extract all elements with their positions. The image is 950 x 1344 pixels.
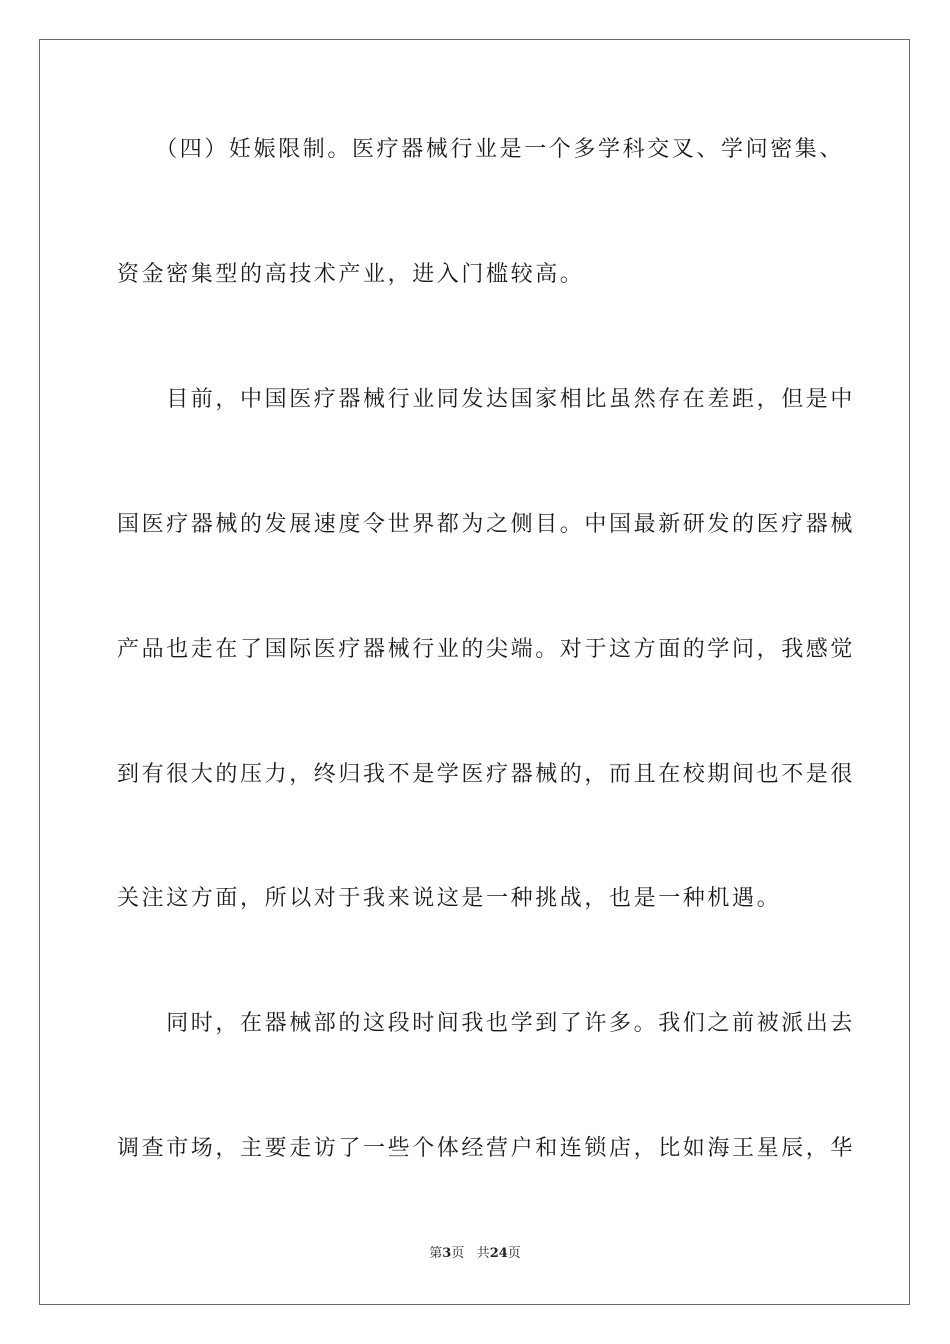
text-line-4: 国医疗器械的发展速度令世界都为之侧目。中国最新研发的医疗器械 — [117, 512, 856, 537]
footer-total-unit: 页 — [507, 1246, 521, 1261]
page-footer — [0, 1245, 950, 1263]
text-line-8: 同时，在器械部的这段时间我也学到了许多。我们之前被派出去 — [117, 1011, 856, 1036]
text-line-3: 目前，中国医疗器械行业同发达国家相比虽然存在差距，但是中 — [117, 387, 856, 412]
text-line-6: 到有很大的压力，终归我不是学医疗器械的，而且在校期间也不是很 — [117, 762, 856, 787]
text-line-1: （四）妊娠限制。医疗器械行业是一个多学科交叉、学问密集、 — [117, 137, 845, 162]
text-line-2: 资金密集型的高技术产业，进入门槛较高。 — [117, 262, 585, 287]
text-line-9: 调查市场，主要走访了一些个体经营户和连锁店，比如海王星辰，华 — [117, 1136, 856, 1161]
footer-page-number: 3 — [442, 1246, 452, 1261]
footer-total-prefix: 共 — [476, 1246, 490, 1261]
footer-page-unit: 页 — [451, 1246, 465, 1261]
text-line-7: 关注这方面，所以对于我来说这是一种挑战，也是一种机遇。 — [117, 886, 782, 911]
footer-prefix: 第 — [429, 1246, 443, 1261]
text-line-5: 产品也走在了国际医疗器械行业的尖端。对于这方面的学问，我感觉 — [117, 637, 856, 662]
footer-total-pages: 24 — [489, 1246, 508, 1261]
page-border — [39, 39, 910, 1305]
